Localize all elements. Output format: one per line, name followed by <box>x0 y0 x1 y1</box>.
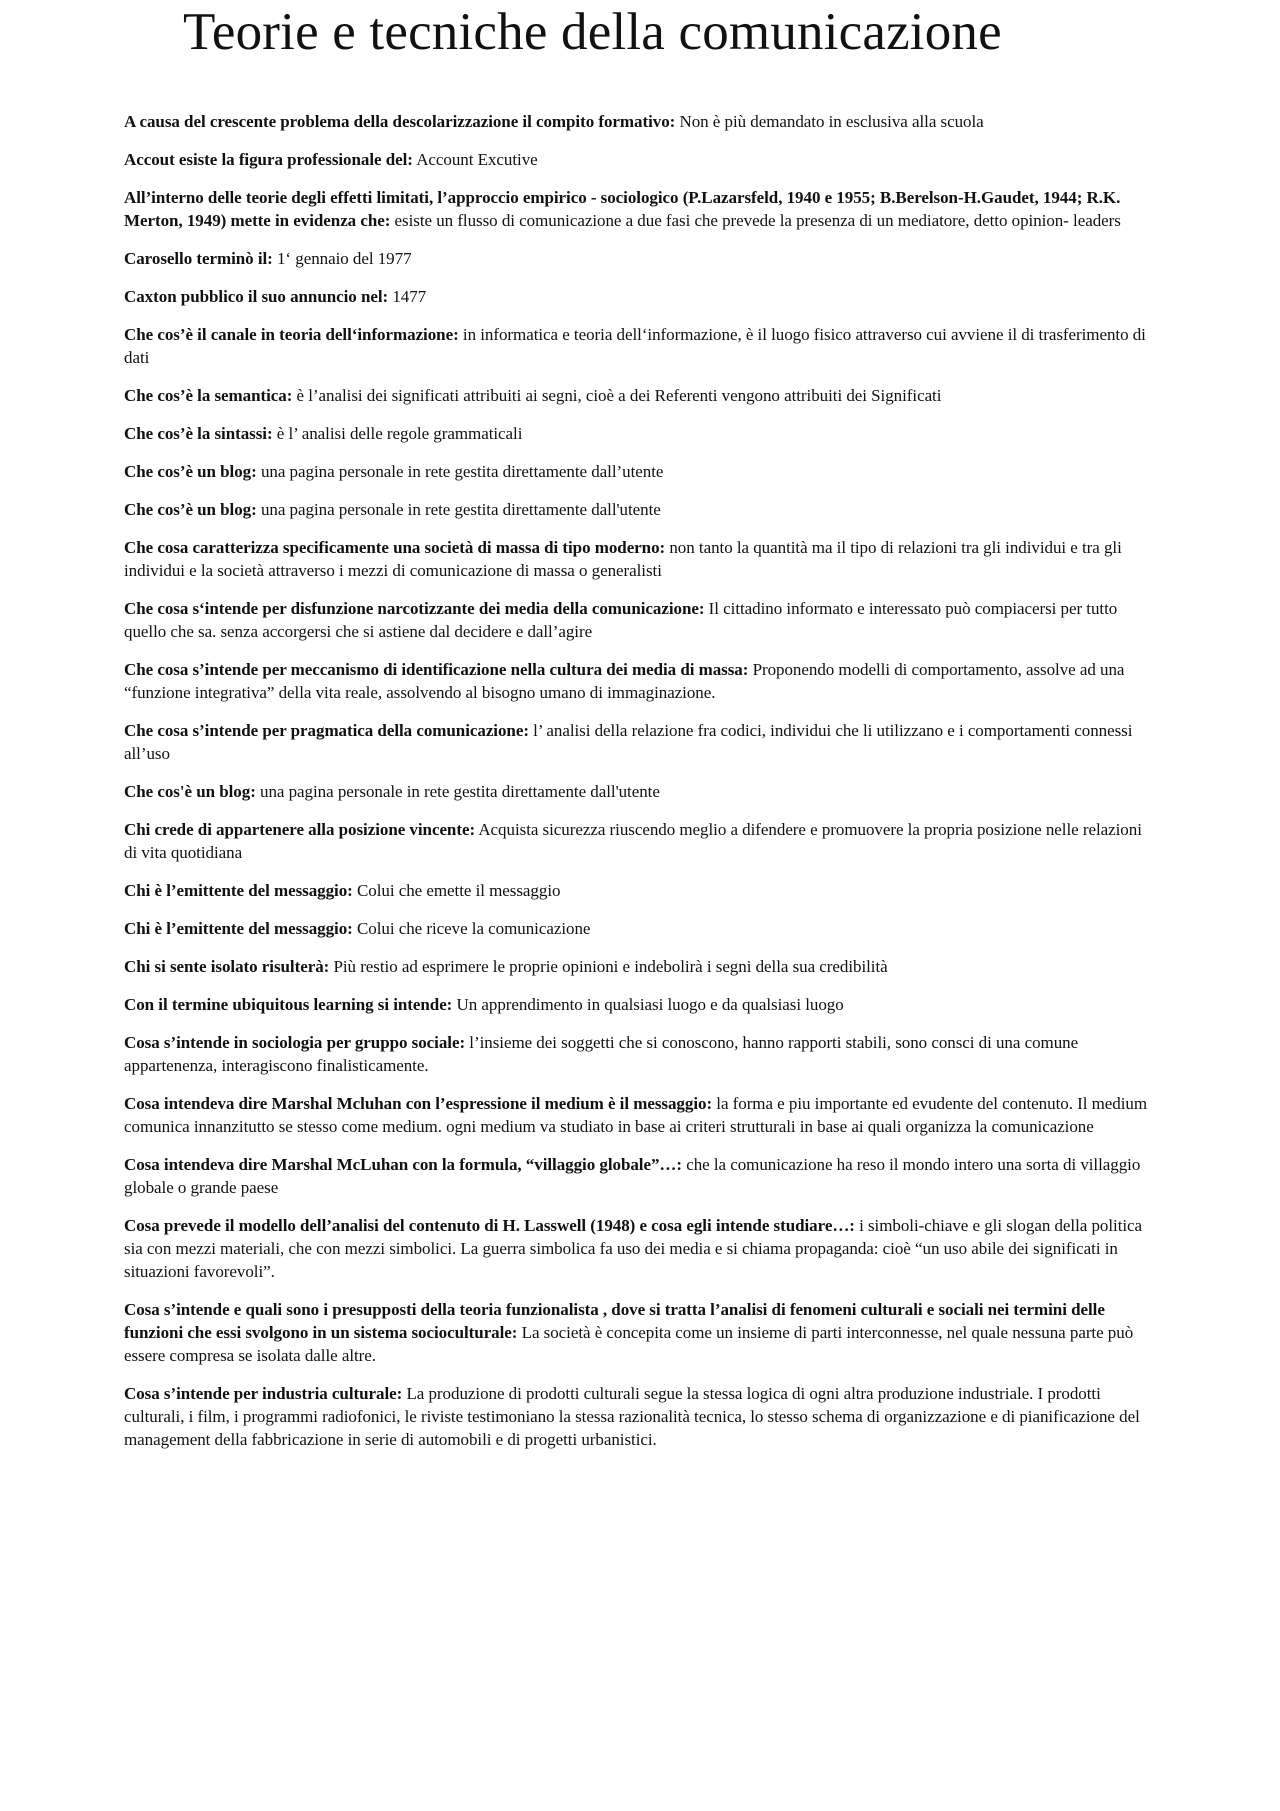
answer-text: Colui che emette il messaggio <box>357 881 561 900</box>
question-text: Cosa s’intende e quali sono i presupposti della teoria funzionalista , dove si tratta l’analisi di fenomeni culturali e sociali nei termini delle funzioni che essi svolgono in un sistema socioculturale: <box>124 1300 1105 1342</box>
answer-text: che la comunicazione ha reso il mondo intero una sorta di villaggio globale o grande paese <box>124 1155 1141 1197</box>
question-text: Accout esiste la figura professionale del: <box>124 150 413 169</box>
qa-entry <box>124 110 1159 133</box>
question-text: Carosello terminò il: <box>124 249 273 268</box>
answer-text: esiste un flusso di comunicazione a due fasi che prevede la presenza di un mediatore, detto opinion- leaders <box>394 211 1121 230</box>
qa-entry <box>124 186 1159 232</box>
qa-list <box>124 110 1159 1466</box>
qa-entry <box>124 1214 1159 1283</box>
answer-text: in informatica e teoria dell‘informazione, è il luogo fisico attraverso cui avviene il di trasferimento di dati <box>124 325 1146 367</box>
qa-entry <box>124 247 1159 270</box>
question-text: Cosa intendeva dire Marshal McLuhan con la formula, “villaggio globale”…: <box>124 1155 682 1174</box>
qa-entry <box>124 1092 1159 1138</box>
answer-text: Acquista sicurezza riuscendo meglio a difendere e promuovere la propria posizione nelle relazioni di vita quotidiana <box>124 820 1142 862</box>
qa-entry <box>124 1031 1159 1077</box>
question-text: Che cos'è un blog: <box>124 782 256 801</box>
answer-text: Proponendo modelli di comportamento, assolve ad una “funzione integrativa” della vita reale, assolvendo al bisogno umano di immaginazione. <box>124 660 1125 702</box>
question-text: Chi è l’emittente del messaggio: <box>124 881 353 900</box>
qa-entry <box>124 658 1159 704</box>
answer-text: i simboli-chiave e gli slogan della politica sia con mezzi materiali, che con mezzi simbolici. La guerra simbolica fa uso dei media e si chiama propaganda: cioè “un uso abile dei significati in situazioni favorevoli”. <box>124 1216 1143 1281</box>
qa-entry <box>124 148 1159 171</box>
qa-entry <box>124 460 1159 483</box>
question-text: Chi è l’emittente del messaggio: <box>124 919 353 938</box>
answer-text: Un apprendimento in qualsiasi luogo e da qualsiasi luogo <box>456 995 844 1014</box>
qa-entry <box>124 498 1159 521</box>
qa-entry <box>124 1298 1159 1367</box>
question-text: A causa del crescente problema della descolarizzazione il compito formativo: <box>124 112 676 131</box>
answer-text: è l’ analisi delle regole grammaticali <box>276 424 523 443</box>
question-text: Che cosa caratterizza specificamente una società di massa di tipo moderno: <box>124 538 666 557</box>
answer-text: Il cittadino informato e interessato può compiacersi per tutto quello che sa. senza accorgersi che si astiene dal decidere e dall’agire <box>124 599 1118 641</box>
qa-entry <box>124 780 1159 803</box>
qa-entry <box>124 719 1159 765</box>
qa-entry <box>124 597 1159 643</box>
qa-entry <box>124 1153 1159 1199</box>
question-text: Cosa s’intende in sociologia per gruppo sociale: <box>124 1033 466 1052</box>
qa-entry <box>124 1382 1159 1451</box>
qa-entry <box>124 323 1159 369</box>
question-text: Che cosa s’intende per pragmatica della comunicazione: <box>124 721 529 740</box>
answer-text: non tanto la quantità ma il tipo di relazioni tra gli individui e tra gli individui e la società attraverso i mezzi di comunicazione di massa o generalisti <box>124 538 1122 580</box>
qa-entry <box>124 879 1159 902</box>
answer-text: è l’analisi dei significati attribuiti ai segni, cioè a dei Referenti vengono attribuiti dei Significati <box>296 386 942 405</box>
qa-entry <box>124 993 1159 1016</box>
question-text: Che cos’è il canale in teoria dell‘informazione: <box>124 325 459 344</box>
answer-text: 1477 <box>392 287 427 306</box>
question-text: Cosa intendeva dire Marshal Mcluhan con l’espressione il medium è il messaggio: <box>124 1094 713 1113</box>
answer-text: l’insieme dei soggetti che si conoscono, hanno rapporti stabili, sono consci di una comune appartenenza, interagiscono finalisticamente. <box>124 1033 1079 1075</box>
answer-text: La società è concepita come un insieme di parti interconnesse, nel quale nessuna parte può essere compresa se isolata dalle altre. <box>124 1323 1134 1365</box>
answer-text: Account Excutive <box>416 150 538 169</box>
answer-text: una pagina personale in rete gestita direttamente dall'utente <box>260 782 660 801</box>
document-title: Teorie e tecniche della comunicazione <box>183 3 1002 61</box>
question-text: Chi crede di appartenere alla posizione vincente: <box>124 820 476 839</box>
qa-entry <box>124 285 1159 308</box>
question-text: Che cosa s‘intende per disfunzione narcotizzante dei media della comunicazione: <box>124 599 705 618</box>
qa-entry <box>124 818 1159 864</box>
answer-text: 1‘ gennaio del 1977 <box>276 249 412 268</box>
answer-text: Più restio ad esprimere le proprie opinioni e indebolirà i segni della sua credibilità <box>333 957 888 976</box>
question-text: Cosa prevede il modello dell’analisi del contenuto di H. Lasswell (1948) e cosa egli intende studiare…: <box>124 1216 855 1235</box>
question-text: Che cosa s’intende per meccanismo di identificazione nella cultura dei media di massa: <box>124 660 749 679</box>
question-text: Chi si sente isolato risulterà: <box>124 957 330 976</box>
answer-text: la forma e piu importante ed evudente del contenuto. Il medium comunica innanzitutto se stesso come medium. ogni medium va studiato in base ai criteri strutturali in base ai quali organizza la comunicazione <box>124 1094 1147 1136</box>
answer-text: Colui che riceve la comunicazione <box>357 919 591 938</box>
answer-text: una pagina personale in rete gestita direttamente dall'utente <box>260 500 661 519</box>
question-text: Che cos’è un blog: <box>124 462 257 481</box>
answer-text: una pagina personale in rete gestita direttamente dall’utente <box>260 462 664 481</box>
qa-entry <box>124 384 1159 407</box>
qa-entry <box>124 422 1159 445</box>
question-text: Che cos’è la sintassi: <box>124 424 273 443</box>
qa-entry <box>124 536 1159 582</box>
question-text: Cosa s’intende per industria culturale: <box>124 1384 403 1403</box>
question-text: All’interno delle teorie degli effetti limitati, l’approccio empirico - sociologico (P.Lazarsfeld, 1940 e 1955; B.Berelson-H.Gaudet, 1944; R.K. Merton, 1949) mette in evidenza che: <box>124 188 1121 230</box>
question-text: Che cos’è un blog: <box>124 500 257 519</box>
qa-entry <box>124 917 1159 940</box>
answer-text: l’ analisi della relazione fra codici, individui che li utilizzano e i comportamenti connessi all’uso <box>124 721 1133 763</box>
question-text: Caxton pubblico il suo annuncio nel: <box>124 287 389 306</box>
answer-text: La produzione di prodotti culturali segue la stessa logica di ogni altra produzione industriale. I prodotti culturali, i film, i programmi radiofonici, le riviste testimoniano la stessa razionalità tecnica, lo stesso schema di organizzazione e di pianificazione del management della fabbricazione in serie di automobili e di progetti urbanistici. <box>124 1384 1140 1449</box>
qa-entry <box>124 955 1159 978</box>
answer-text: Non è più demandato in esclusiva alla scuola <box>679 112 984 131</box>
question-text: Che cos’è la semantica: <box>124 386 293 405</box>
question-text: Con il termine ubiquitous learning si intende: <box>124 995 453 1014</box>
